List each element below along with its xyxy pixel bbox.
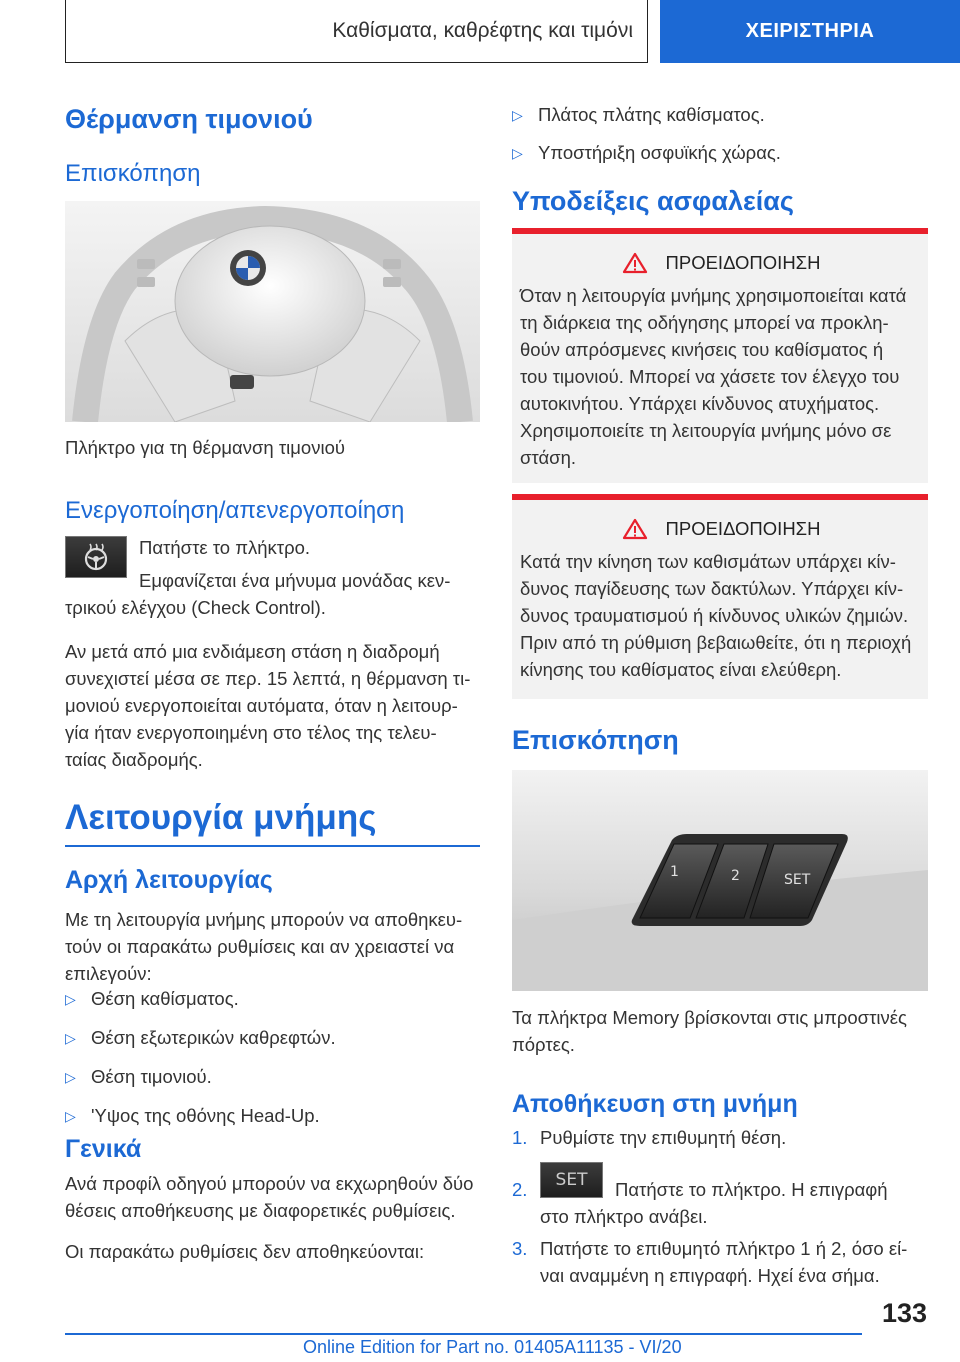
steering-heating-button-icon xyxy=(65,536,127,578)
warning-triangle-icon xyxy=(622,252,648,274)
triangle-bullet-icon: ▷ xyxy=(65,1108,76,1124)
header-section-title: Καθίσματα, καθρέφτης και τιμόνι xyxy=(65,0,648,63)
heading-overview-right: Επισκόπηση xyxy=(512,725,679,755)
auto-activation-paragraph: Αν μετά από μια ενδιάμεση στάση η διαδρομή συνεχιστεί μέσα σε περ. 15 λεπτά, η θέρμανση τι- μονιού ενεργοποιείται αυτόματα, όταν η λειτουρ- γία ήταν ενεργοποιημένη στο τέλος της τελευ- ταίας διαδρομής. xyxy=(65,641,471,770)
warning-triangle-icon xyxy=(622,518,648,540)
memory-key-1-label: 1 xyxy=(670,864,679,880)
triangle-bullet-icon: ▷ xyxy=(512,107,523,123)
memory-buttons-image xyxy=(512,770,928,991)
steering-image-caption: Πλήκτρο για τη θέρμανση τιμονιού xyxy=(65,437,345,458)
message-text-line2: τρικού ελέγχου (Check Control). xyxy=(65,597,326,618)
header-chapter-tab[interactable]: ΧΕΙΡΙΣΤΗΡΙΑ xyxy=(660,0,960,63)
memory-heading-rule xyxy=(65,845,480,847)
triangle-bullet-icon: ▷ xyxy=(65,991,76,1007)
not-stored-list xyxy=(512,104,928,180)
heading-safety-notes: Υποδείξεις ασφαλείας xyxy=(512,186,794,216)
step-2-line2: στο πλήκτρο ανάβει. xyxy=(540,1206,708,1227)
triangle-bullet-icon: ▷ xyxy=(512,145,523,161)
heading-general: Γενικά xyxy=(65,1135,142,1163)
step-2-number: 2. xyxy=(512,1179,528,1200)
list-item: ▷ Θέση καθίσματος. xyxy=(65,988,480,1027)
general-paragraph: Ανά προφίλ οδηγού μπορούν να εκχωρηθούν δύο θέσεις αποθήκευσης με διαφορετικές ρυθμίσεις. xyxy=(65,1173,474,1221)
warning-box-2 xyxy=(512,494,928,699)
memory-key-set-label: SET xyxy=(784,872,811,888)
memory-key-2-label: 2 xyxy=(731,868,740,884)
warning-body-2: Κατά την κίνηση των καθισμάτων υπάρχει κίν- δυνος παγίδευσης των δακτύλων. Υπάρχει κίν- δυνος τραυματισμού ή κίνδυνος υλικών ζημιών. Πριν από τη ρύθμιση βεβαιωθείτε, ότι η περιοχή κίνησης του καθίσματος είναι ελεύθερη. xyxy=(520,551,912,680)
list-item: ▷ Πλάτος πλάτης καθίσματος. xyxy=(512,104,928,142)
step-3: 3. Πατήστε το επιθυμητό πλήκτρο 1 ή 2, όσο εί- ναι αναμμένη η επιγραφή. Ηχεί ένα σήμα. xyxy=(512,1238,908,1286)
footer-edition: Online Edition for Part no. 01405A11135 - VI/20 xyxy=(303,1337,682,1357)
memory-buttons-illustration xyxy=(512,770,928,991)
triangle-bullet-icon: ▷ xyxy=(65,1069,76,1085)
heading-steering-heating: Θέρμανση τιμονιού xyxy=(65,104,313,134)
list-item: ▷ Θέση εξωτερικών καθρεφτών. xyxy=(65,1027,480,1066)
step-1: 1. Ρυθμίστε την επιθυμητή θέση. xyxy=(512,1127,787,1148)
heading-store-memory: Αποθήκευση στη μνήμη xyxy=(512,1090,798,1118)
triangle-bullet-icon: ▷ xyxy=(65,1030,76,1046)
steering-wheel-illustration xyxy=(65,201,480,422)
step-2-line1: Πατήστε το πλήκτρο. Η επιγραφή xyxy=(615,1179,888,1200)
warning-body-1: Όταν η λειτουργία μνήμης χρησιμοποιείται κατά τη διάρκεια της οδήγησης μπορεί να προκλη- θούν απρόσμενες κινήσεις του καθίσματος ή του τιμονιού. Μπορεί να χάσετε τον έλεγχο του αυτοκινήτου. Υπάρχει κίνδυνος ατυχήματος. Χρησιμοποιείτε τη λειτουργία μνήμης μόνο σε στάση. xyxy=(520,285,907,468)
warning-box-1 xyxy=(512,228,928,483)
steering-wheel-image xyxy=(65,201,480,422)
press-button-text: Πατήστε το πλήκτρο. xyxy=(139,537,311,558)
warning-title: ΠΡΟΕΙΔΟΠΟΙΗΣΗ xyxy=(520,518,922,540)
steering-heat-icon xyxy=(81,542,111,572)
list-item: ▷ Θέση τιμονιού. xyxy=(65,1066,480,1105)
list-item: ▷ 'Υψος της οθόνης Head-Up. xyxy=(65,1105,480,1144)
list-item: ▷ Υποστήριξη οσφυϊκής χώρας. xyxy=(512,142,928,180)
message-text-line1: Εμφανίζεται ένα μήνυμα μονάδας κεν- xyxy=(139,570,451,591)
stored-settings-list xyxy=(65,988,480,1144)
heading-memory-function: Λειτουργία μνήμης xyxy=(65,798,377,837)
heading-on-off: Ενεργοποίηση/απενεργοποίηση xyxy=(65,497,405,524)
heading-overview-left: Επισκόπηση xyxy=(65,160,201,187)
heading-principle: Αρχή λειτουργίας xyxy=(65,866,273,894)
page-number: 133 xyxy=(881,1298,927,1328)
memory-image-caption: Τα πλήκτρα Memory βρίσκονται στις μπροστινές πόρτες. xyxy=(512,1007,907,1055)
not-stored-text: Οι παρακάτω ρυθμίσεις δεν αποθηκεύονται: xyxy=(65,1241,425,1262)
footer-rule xyxy=(65,1333,862,1335)
warning-title: ΠΡΟΕΙΔΟΠΟΙΗΣΗ xyxy=(520,252,922,274)
set-button-icon: SET xyxy=(540,1162,603,1198)
principle-paragraph: Με τη λειτουργία μνήμης μπορούν να αποθηκευ- τούν οι παρακάτω ρυθμίσεις και αν χρειαστεί να επιλεγούν: xyxy=(65,909,463,984)
